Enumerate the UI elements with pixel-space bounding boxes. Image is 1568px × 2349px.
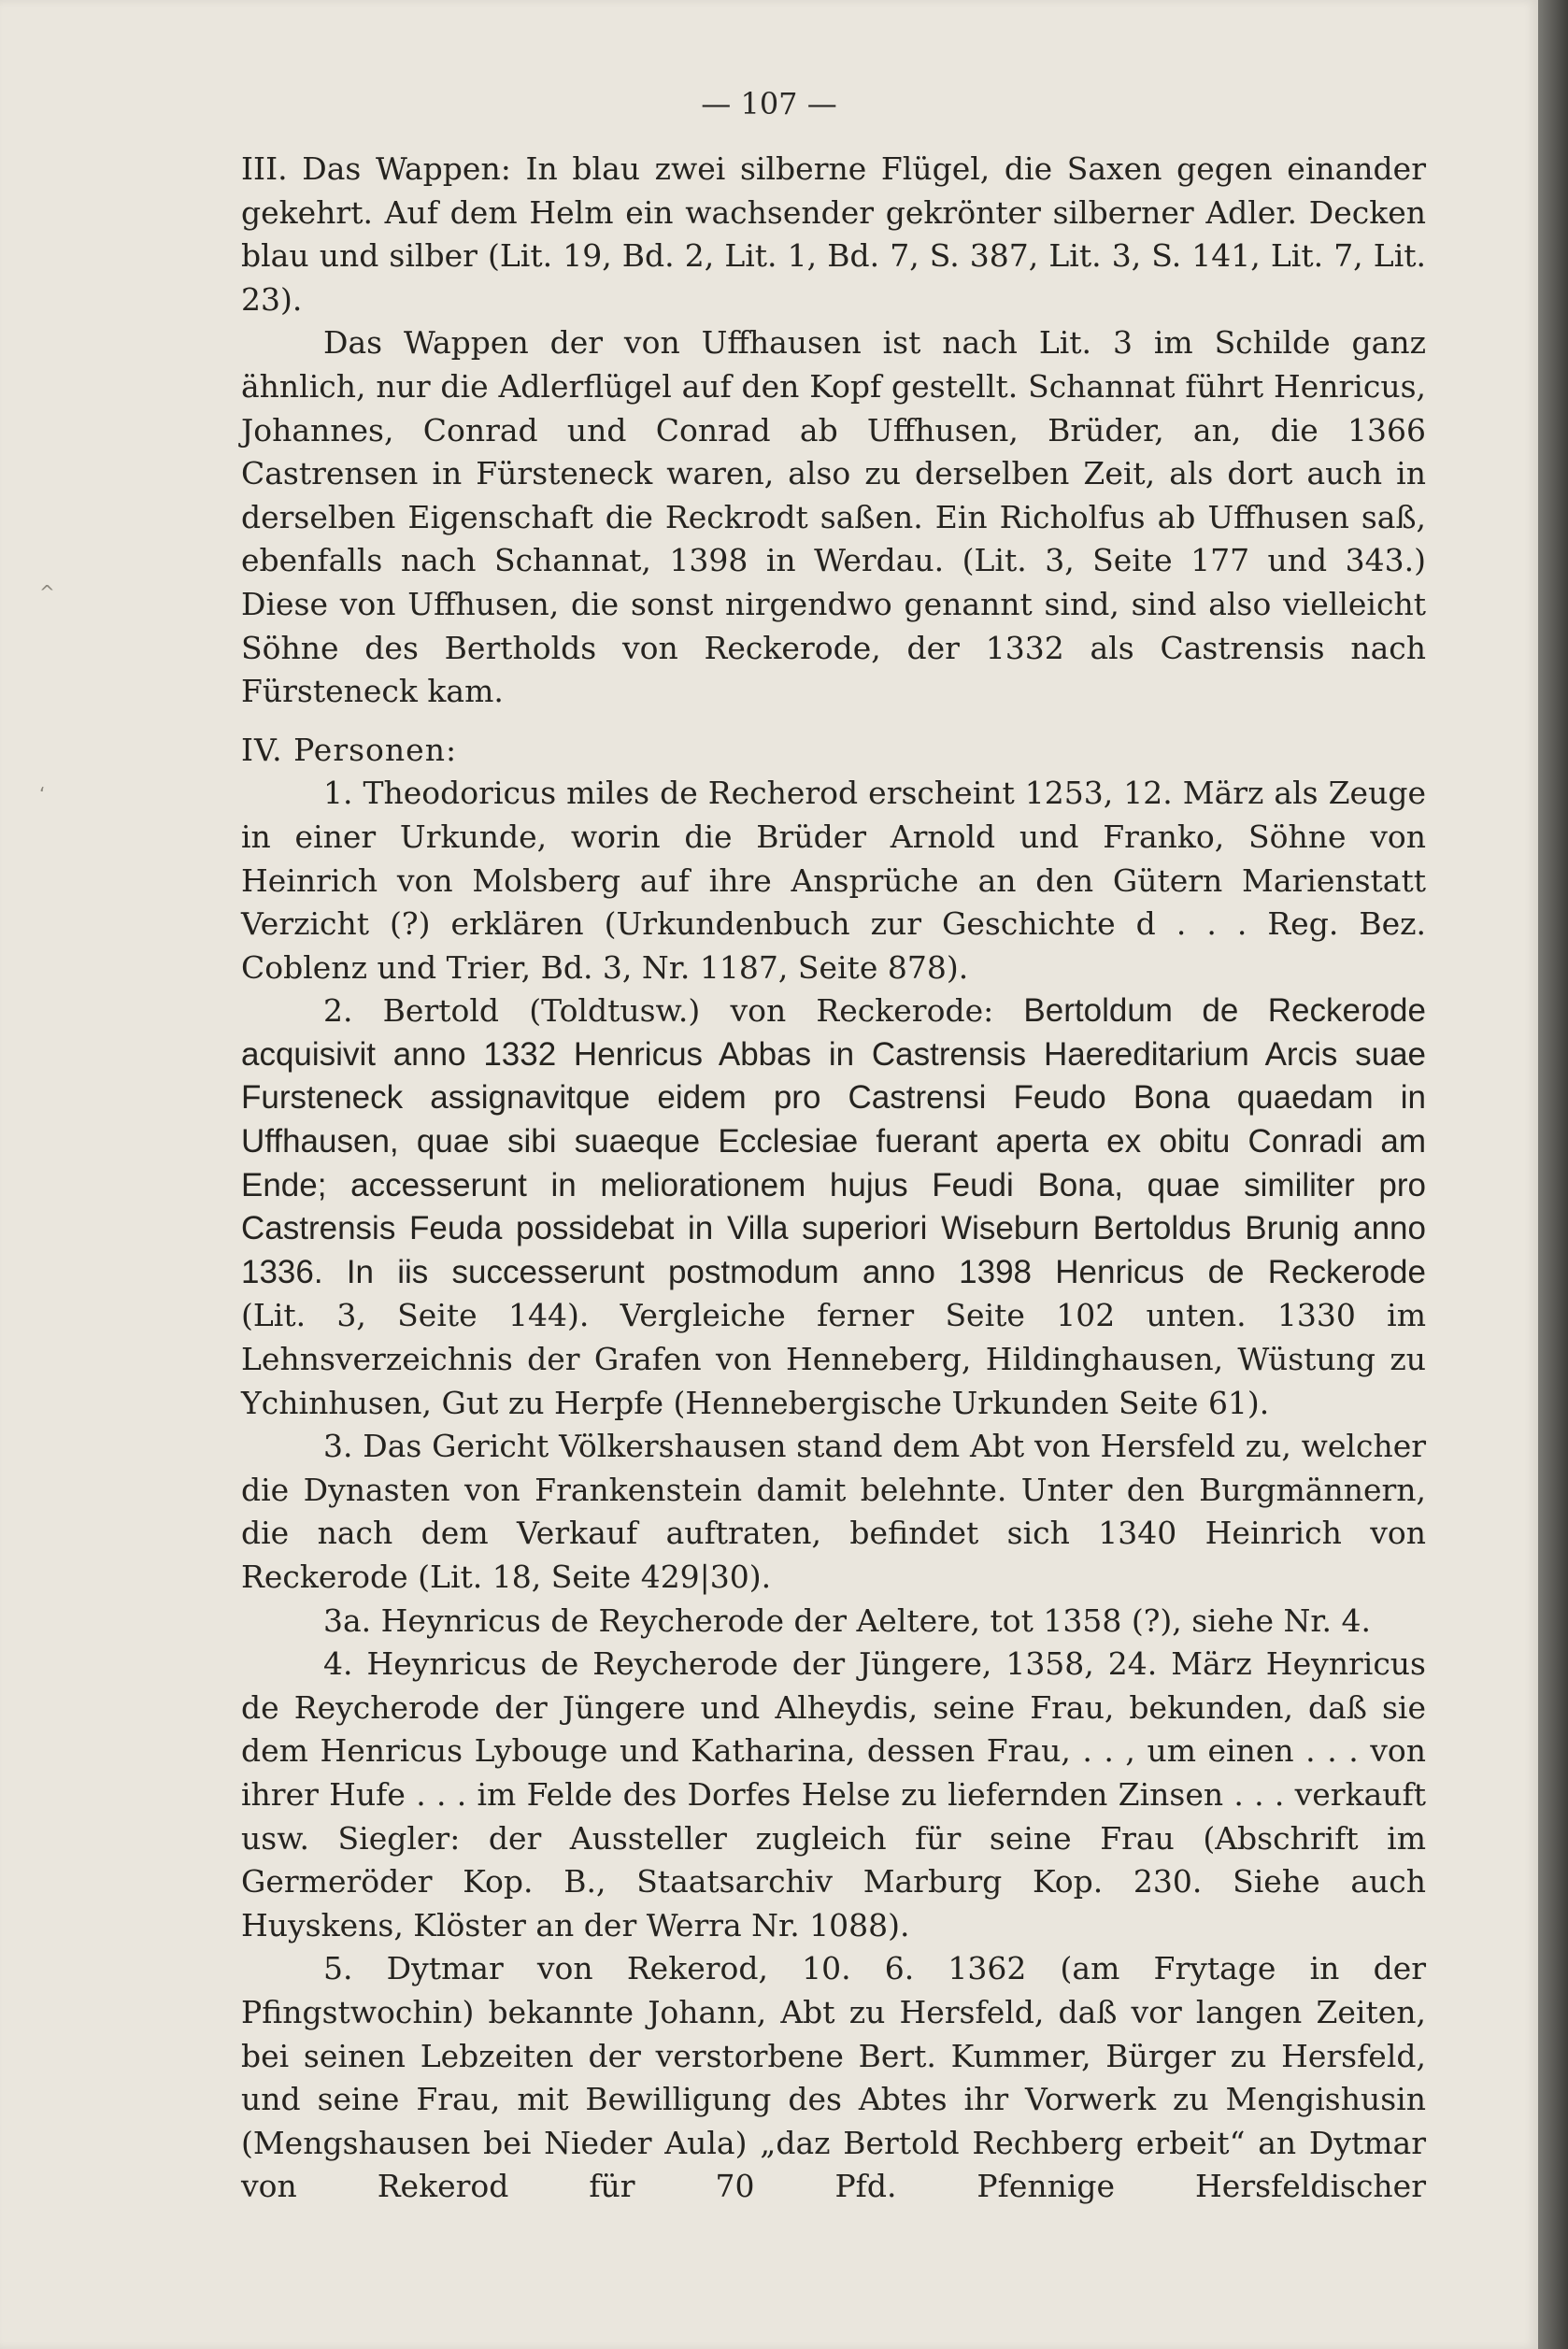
section-heading-personen: IV. Personen: (241, 731, 458, 768)
margin-speck: ‘ (39, 783, 46, 805)
paragraph-gericht: 3. Das Gericht Völkershausen stand dem Abt von Hersfeld zu, welcher die Dynasten von Frankenstein damit belehnte. Unter den Burgmännern, die nach dem Verkauf auftraten, befindet sich 1340 Heinrich von Reckerode (Lit. 18, Seite 429|30). (241, 1428, 1426, 1595)
paragraph-dytmar: 5. Dytmar von Rekerod, 10. 6. 1362 (am Frytage in der Pfingstwochin) bekannte Johann, Abt zu Hersfeld, daß vor langen Zeiten, bei seinen Lebzeiten der verstorbene Bert. Kummer, Bürger zu Hersfeld, und seine Frau, mit Bewilligung des Abtes ihr Vorwerk zu Mengishusin (Mengshausen bei Nieder Aula) „daz Bertold Rechberg erbeit“ an Dytmar von Rekerod für 70 Pfd. Pfennige Hersfeldischer (241, 1950, 1426, 2205)
paragraph-heynricus-juengere: 4. Heynricus de Reycherode der Jüngere, 1358, 24. März Heynricus de Reycherode der Jüngere und Alheydis, seine Frau, bekunden, daß sie dem Henricus Lybouge und Katharina, dessen Frau, . . , um einen . . . von ihrer Hufe . . . im Felde des Dorfes Helse zu liefernden Zinsen . . . verkauft usw. Siegler: der Aussteller zugleich für seine Frau (Abschrift im Germeröder Kop. B., Staatsarchiv Marburg Kop. 230. Siehe auch Huyskens, Klöster an der Werra Nr. 1088). (241, 1645, 1426, 1943)
page-number: — 107 — (701, 86, 837, 121)
book-gutter (1538, 0, 1568, 2349)
paragraph-heynricus-aeltere: 3a. Heynricus de Reycherode der Aeltere, tot 1358 (?), siehe Nr. 4. (323, 1602, 1372, 1639)
paragraph-theodoricus: 1. Theodoricus miles de Recherod erscheint 1253, 12. März als Zeuge in einer Urkunde, worin die Brüder Arnold und Franko, Söhne von Heinrich von Molsberg auf ihre Ansprüche an den Gütern Marienstatt Verzicht (?) erklären (Urkundenbuch zur Geschichte d . . . Reg. Bez. Coblenz und Trier, Bd. 3, Nr. 1187, Seite 878). (241, 775, 1426, 986)
paragraph-wappen: III. Das Wappen: In blau zwei silberne Flügel, die Saxen gegen einander gekehrt. Auf dem Helm ein wachsender gekrönter silberner Adler. Decken blau und silber (Lit. 19, Bd. 2, Lit. 1, Bd. 7, S. 387, Lit. 3, S. 141, Lit. 7, Lit. 23). (241, 150, 1426, 318)
bertold-heading: 2. Bertold (Toldtusw.) von Reckerode: (323, 992, 994, 1030)
paragraph-bertold-continued: (Lit. 3, Seite 144). Vergleiche ferner Seite 102 unten. 1330 im Lehnsverzeichnis der Grafen von Henneberg, Hildinghausen, Wüstung zu Ychinhusen, Gut zu Herpfe (Hennebergische Urkunden Seite 61). (241, 1297, 1426, 1421)
paragraph-bertold (241, 989, 1426, 1294)
margin-speck: ^ (39, 581, 55, 604)
paragraph-uffhausen: Das Wappen der von Uffhausen ist nach Lit. 3 im Schilde ganz ähnlich, nur die Adlerflügel auf den Kopf gestellt. Schannat führt Henricus, Johannes, Conrad und Conrad ab Uffhusen, Brüder, an, die 1366 Castrensen in Fürsteneck waren, also zu derselben Zeit, als dort auch in derselben Eigenschaft die Reckrodt saßen. Ein Richolfus ab Uffhusen saß, ebenfalls nach Schannat, 1398 in Werdau. (Lit. 3, Seite 177 und 343.) Diese von Uffhusen, die sonst nirgendwo genannt sind, sind also vielleicht Söhne des Bertholds von Reckerode, der 1332 als Castrensis nach Fürsteneck kam. (241, 324, 1426, 710)
latin-quotation: Bertoldum de Reckerode acquisivit anno 1332 Henricus Abbas in Castrensis Haereditarium Arcis suae Fursteneck assignavitque eidem pro Castrensi Feudo Bona quaedam in Uffhausen, quae sibi suaeque Ecclesiae fuerant aperta ex obitu Conradi am Ende; accesserunt in meliorationem hujus Feudi Bona, quae similiter pro Castrensis Feuda possidebat in Villa superiori Wiseburn Bertoldus Brunig anno 1336. In iis successerunt postmodum anno 1398 Henricus de Reckerode (241, 992, 1426, 1290)
page-body (241, 148, 1426, 2209)
